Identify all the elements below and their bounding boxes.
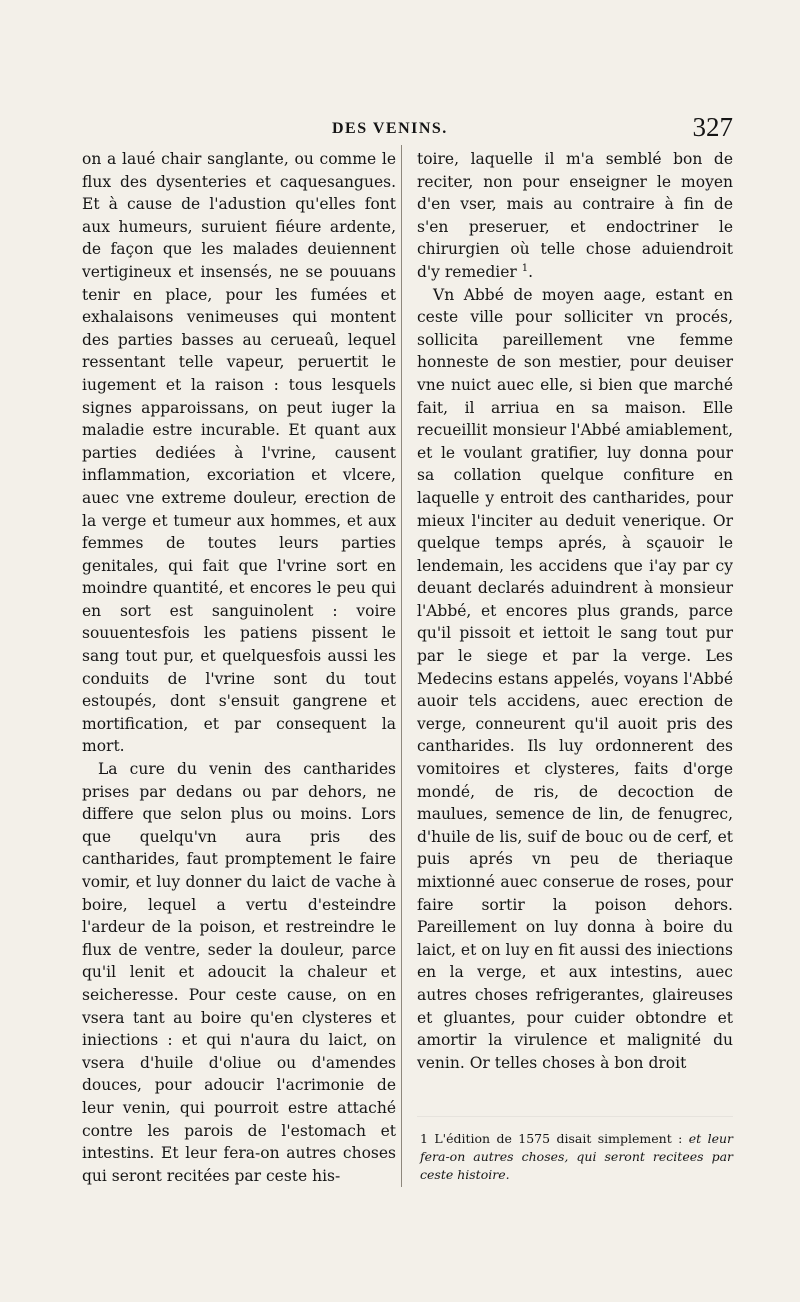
left-paragraph-1: on a laué chair sanglante, ou comme le flux des dysenteries et caquesangues. Et à cause de l'adustion qu'elles font aux humeurs, suruient fiéure ardente, de façon que les malades deuiennent vertigineux et insensés, ne se pouuans tenir en place, pour les fumées et exhalaisons venimeuses qui montent des parties basses au cerueaû, lequel ressentant telle vapeur, peruertit le iugement et la raison : tous lesquels signes apparoissans, on peut iuger la maladie estre incurable. Et quant aux parties dediées à l'vrine, causent inflammation, excoriation et vlcere, auec vne extreme douleur, erection de la verge et tumeur aux hommes, et aux femmes de toutes leurs parties genitales, qui fait que l'vrine sort en moindre quantité, et encores le peu qui en sort est sanguinolent : voire souuentesfois les patiens pissent le sang tout pur, et quelquesfois aussi les conduits de l'vrine sont du tout estoupés, dont s'ensuit gangrene et mortification, et par consequent la mort. <box>82 150 396 756</box>
footnote-rule <box>417 1116 733 1117</box>
left-column <box>82 148 396 1187</box>
footnote-text: L'édition de 1575 disait simplement : <box>434 1131 683 1146</box>
footnote-marker: 1 <box>420 1131 428 1146</box>
right-paragraph-1-text: toire, laquelle il m'a semblé bon de reciter, non pour enseigner le moyen d'en vser, mais au contraire à fin de s'en preseruer, et endoctriner le chirurgien où telle chose aduiendroit d'y remedier <box>417 150 733 281</box>
right-paragraph-1: toire, laquelle il m'a semblé bon de reciter, non pour enseigner le moyen d'en vser, mais au contraire à fin de s'en preseruer, et endoctriner le chirurgien où telle chose aduiendroit d'y remedier $^1$. <box>417 150 733 281</box>
right-paragraph-2: Vn Abbé de moyen aage, estant en ceste ville pour solliciter vn procés, sollicita pareillement vne femme honneste de son mestier, pour deuiser vne nuict auec elle, si bien que marché fait, il arriua en sa maison. Elle recueillit monsieur l'Abbé amiablement, et le voulant gratifier, luy donna pour sa collation quelque confiture en laquelle y entroit des cantharides, pour mieux l'inciter au deduit venerique. Or quelque temps aprés, à sçauoir le lendemain, les accidens que i'ay par cy deuant declarés aduindrent à monsieur l'Abbé, et encores plus grands, parce qu'il pissoit et iettoit le sang tout pur par le siege et par la verge. Les Medecins estans appelés, voyans l'Abbé auoir tels accidens, auec erection de verge, conneurent qu'il auoit pris des cantharides. Ils luy ordonnerent des vomitoires et clysteres, faits d'orge mondé, de ris, de decoction de maulues, semence de lin, de fenugrec, d'huile de lis, suif de bouc ou de cerf, et puis aprés vn peu de theriaque mixtionné auec conserue de roses, pour faire sortir la poison dehors. Pareillement on luy donna à boire du laict, et on luy en fit aussi des iniections en la verge, et aux intestins, auec autres choses refrigerantes, glaireuses et gluantes, pour cuider obtondre et amortir la virulence et malignité du venin. Or telles choses à bon droit <box>417 285 733 1072</box>
running-head: DES VENINS. <box>332 120 448 137</box>
page-number: 327 <box>692 112 733 142</box>
footnote <box>420 1130 733 1184</box>
left-paragraph-2: La cure du venin des cantharides prises par dedans ou par dehors, ne differe que selon plus ou moins. Lors que quelqu'vn aura pris des cantharides, faut promptement le faire vomir, et luy donner du laict de vache à boire, lequel a vertu d'esteindre l'ardeur de la poison, et restreindre le flux de ventre, seder la douleur, parce qu'il lenit et adoucit la chaleur et seicheresse. Pour ceste cause, on en vsera tant au boire qu'en clysteres et iniections : et qui n'aura du laict, on vsera d'huile d'oliue ou d'amendes douces, pour adoucir l'acrimonie de leur venin, qui pourroit estre attaché contre les parois de l'estomach et intestins. Et leur fera-on autres choses qui seront recitées par ceste his- <box>82 760 396 1185</box>
column-divider <box>401 145 402 1187</box>
right-column <box>417 148 733 1074</box>
footnote-reference: 1 <box>521 262 529 274</box>
footnote-italic-text: et leur fera-on autres choses, qui seront recitees par ceste histoire. <box>420 1131 733 1182</box>
page-header <box>0 112 800 150</box>
